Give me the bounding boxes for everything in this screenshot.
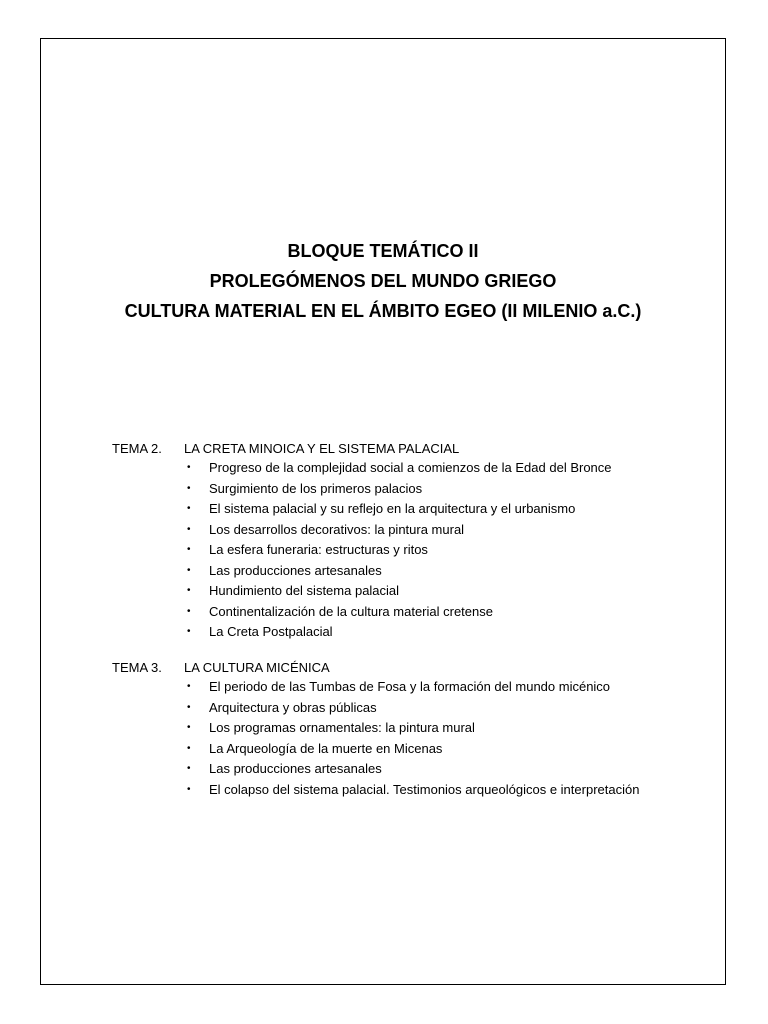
block-topic: CULTURA MATERIAL EN EL ÁMBITO EGEO (II MILENIO a.C.) xyxy=(124,301,642,321)
list-item-text: Las producciones artesanales xyxy=(209,761,382,776)
tema-items xyxy=(112,458,712,643)
bullet-icon: • xyxy=(187,701,191,713)
list-item-text: El periodo de las Tumbas de Fosa y la formación del mundo micénico xyxy=(209,679,611,694)
tema-title: LA CULTURA MICÉNICA xyxy=(184,660,330,675)
list-item-text: Las producciones artesanales xyxy=(209,562,382,578)
list-item-text: Progreso de la complejidad social a comienzos de la Edad del Bronce xyxy=(209,460,612,475)
tema-section xyxy=(112,659,712,800)
list-item xyxy=(112,698,712,719)
bullet-icon: • xyxy=(187,681,191,692)
list-item xyxy=(112,540,712,561)
block-subtitle: PROLEGÓMENOS DEL MUNDO GRIEGO xyxy=(209,271,557,291)
bullet-icon: • xyxy=(187,585,191,596)
list-item xyxy=(112,458,712,479)
list-item-text: Los desarrollos decorativos: la pintura mural xyxy=(209,521,465,537)
list-item xyxy=(112,479,712,500)
list-item-text: El colapso del sistema palacial. Testimonios arqueológicos e interpretación xyxy=(209,781,640,797)
list-item-text: Continentalización de la cultura material cretense xyxy=(209,603,493,619)
bullet-icon: • xyxy=(187,544,191,555)
list-item xyxy=(112,739,712,760)
document-heading xyxy=(40,236,726,326)
list-item-text: La esfera funeraria: estructuras y ritos xyxy=(209,542,428,557)
tema-header xyxy=(112,659,712,677)
bullet-icon: • xyxy=(187,482,191,494)
list-item xyxy=(112,581,712,602)
list-item xyxy=(112,718,712,739)
list-item-text: El sistema palacial y su reflejo en la arquitectura y el urbanismo xyxy=(209,501,576,516)
list-item xyxy=(112,759,712,780)
bullet-icon: • xyxy=(187,742,191,754)
bullet-icon: • xyxy=(187,564,191,576)
list-item xyxy=(112,602,712,623)
bullet-icon: • xyxy=(187,462,191,473)
list-item-text: La Creta Postpalacial xyxy=(209,624,333,639)
block-title: BLOQUE TEMÁTICO II xyxy=(287,241,479,261)
tema-section xyxy=(112,440,712,643)
bullet-icon: • xyxy=(187,763,191,774)
tema-number: TEMA 2. xyxy=(112,441,162,456)
tema-header xyxy=(112,440,712,458)
list-item xyxy=(112,499,712,520)
bullet-icon: • xyxy=(187,626,191,637)
bullet-icon: • xyxy=(187,722,191,733)
list-item xyxy=(112,677,712,698)
list-item-text: Arquitectura y obras públicas xyxy=(209,699,377,715)
bullet-icon: • xyxy=(187,605,191,617)
list-item-text: Surgimiento de los primeros palacios xyxy=(209,480,423,496)
tema-number: TEMA 3. xyxy=(112,660,162,675)
list-item xyxy=(112,520,712,541)
list-item xyxy=(112,780,712,801)
bullet-icon: • xyxy=(187,503,191,514)
bullet-icon: • xyxy=(187,783,191,795)
list-item-text: La Arqueología de la muerte en Micenas xyxy=(209,740,443,756)
list-item xyxy=(112,561,712,582)
list-item-text: Hundimiento del sistema palacial xyxy=(209,583,400,598)
list-item-text: Los programas ornamentales: la pintura mural xyxy=(209,720,475,735)
list-item xyxy=(112,622,712,643)
tema-title: LA CRETA MINOICA Y EL SISTEMA PALACIAL xyxy=(184,441,460,456)
tema-items xyxy=(112,677,712,800)
bullet-icon: • xyxy=(187,523,191,535)
